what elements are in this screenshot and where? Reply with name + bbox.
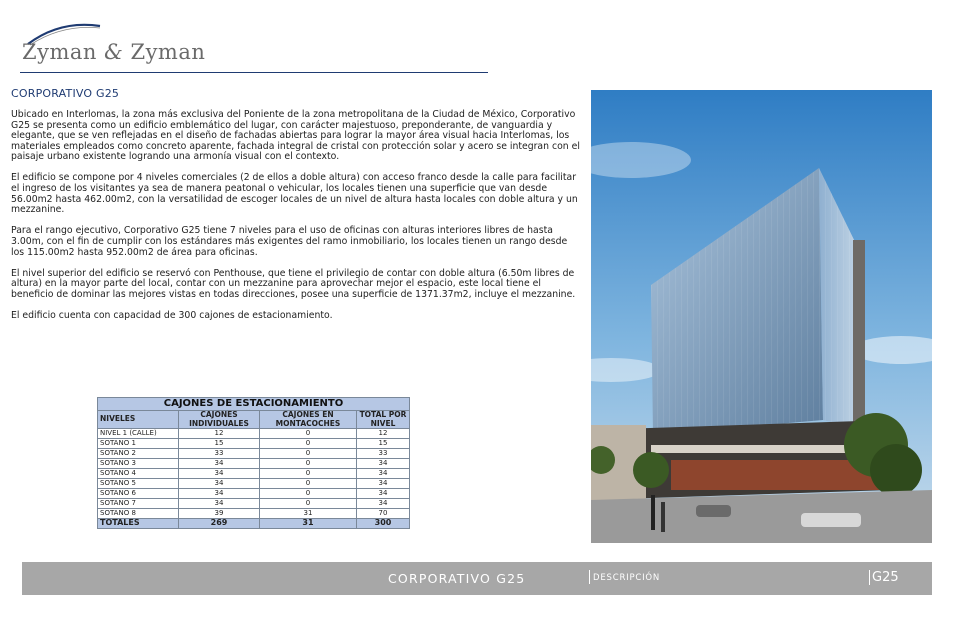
total-cell: 34	[357, 459, 410, 469]
level-cell: SOTANO 6	[98, 489, 179, 499]
total-cell: 34	[357, 489, 410, 499]
company-logo	[20, 18, 206, 68]
logo-text: Zyman & Zyman	[22, 40, 206, 64]
totals-overall: 300	[357, 519, 410, 529]
total-cell: 33	[357, 449, 410, 459]
paragraph: El nivel superior del edificio se reservó con Penthouse, que tiene el privilegio de contar con doble altura (6.50m libres de altura) en la mayor parte del local, contar con un mezzanine para aprovechar mejor el espacio, este local tiene el beneficio de dominar las mejores vistas en todas direcciones, posee una superficie de 1371.37m2, incluye el mezzanine.	[11, 267, 576, 300]
parking-table	[97, 397, 410, 529]
column-header: NIVELES	[98, 411, 179, 429]
individual-cell: 34	[179, 479, 260, 489]
footer-divider	[869, 570, 870, 585]
footer-subtitle: DESCRIPCIÓN	[593, 573, 661, 583]
montacoches-cell: 0	[260, 469, 357, 479]
description-text	[11, 110, 583, 332]
individual-cell: 34	[179, 489, 260, 499]
total-cell: 70	[357, 509, 410, 519]
montacoches-cell: 0	[260, 499, 357, 509]
level-cell: SOTANO 7	[98, 499, 179, 509]
paragraph: El edificio se compone por 4 niveles comerciales (2 de ellos a doble altura) con acceso franco desde la calle para facilitar el ingreso de los visitantes ya sea de manera peatonal o vehicular, los locales tienen una superficie que van desde 56.00m2 hasta 462.00m2, con la versatilidad de escoger locales de un nivel de altura hasta locales con doble altura y un mezzanine.	[11, 172, 578, 216]
totals-label: TOTALES	[98, 519, 179, 529]
column-header: CAJONES INDIVIDUALES	[179, 411, 260, 429]
montacoches-cell: 0	[260, 459, 357, 469]
individual-cell: 34	[179, 459, 260, 469]
individual-cell: 39	[179, 509, 260, 519]
footer-divider	[589, 570, 590, 584]
table-row	[98, 479, 410, 489]
level-cell: SOTANO 4	[98, 469, 179, 479]
total-cell: 34	[357, 499, 410, 509]
total-cell: 34	[357, 479, 410, 489]
page-label: G25	[872, 570, 899, 585]
table-row	[98, 439, 410, 449]
table-row	[98, 429, 410, 439]
level-cell: SOTANO 1	[98, 439, 179, 449]
individual-cell: 34	[179, 499, 260, 509]
individual-cell: 34	[179, 469, 260, 479]
section-title: CORPORATIVO G25	[11, 87, 120, 100]
paragraph: Ubicado en Interlomas, la zona más exclusiva del Poniente de la zona metropolitana de la Ciudad de México, Corporativo G25 se presenta como un edificio emblemático del lugar, con carácter majestuoso, preponderante, de vanguardia y elegante, que se ven reflejadas en el diseño de fachadas abiertas para lograr la mayor área visual hacia Interlomas, los materiales empleados como concreto aparente, fachada integral de cristal con protección solar y acero se integran con el paisaje urbano existente logrando una armonía visual con el contexto.	[11, 109, 580, 163]
table-row	[98, 449, 410, 459]
montacoches-cell: 0	[260, 489, 357, 499]
paragraph: Para el rango ejecutivo, Corporativo G25 tiene 7 niveles para el uso de oficinas con alturas interiores libres de hasta 3.00m, con el fin de cumplir con los estándares más exigentes del ramo inmobiliario, los locales tienen un rango desde los 115.00m2 hasta 952.00m2 de área para oficinas.	[11, 225, 568, 258]
paragraph: El edificio cuenta con capacidad de 300 cajones de estacionamiento.	[11, 309, 333, 321]
footer-title: CORPORATIVO G25	[388, 571, 526, 586]
montacoches-cell: 0	[260, 439, 357, 449]
table-row	[98, 499, 410, 509]
level-cell: SOTANO 2	[98, 449, 179, 459]
table-row	[98, 509, 410, 519]
total-cell: 12	[357, 429, 410, 439]
building-rendering	[591, 90, 932, 543]
table-caption: CAJONES DE ESTACIONAMIENTO	[98, 398, 410, 411]
footer-bar	[22, 562, 932, 595]
individual-cell: 15	[179, 439, 260, 449]
totals-individual: 269	[179, 519, 260, 529]
column-header: CAJONES EN MONTACOCHES	[260, 411, 357, 429]
montacoches-cell: 0	[260, 449, 357, 459]
column-header: TOTAL POR NIVEL	[357, 411, 410, 429]
montacoches-cell: 0	[260, 479, 357, 489]
individual-cell: 33	[179, 449, 260, 459]
table-row	[98, 459, 410, 469]
table-row	[98, 469, 410, 479]
montacoches-cell: 0	[260, 429, 357, 439]
individual-cell: 12	[179, 429, 260, 439]
header-rule	[20, 72, 488, 73]
montacoches-cell: 31	[260, 509, 357, 519]
level-cell: SOTANO 5	[98, 479, 179, 489]
level-cell: SOTANO 8	[98, 509, 179, 519]
level-cell: NIVEL 1 (CALLE)	[98, 429, 179, 439]
totals-row	[98, 519, 410, 529]
total-cell: 15	[357, 439, 410, 449]
table-row	[98, 489, 410, 499]
total-cell: 34	[357, 469, 410, 479]
totals-montacoches: 31	[260, 519, 357, 529]
level-cell: SOTANO 3	[98, 459, 179, 469]
